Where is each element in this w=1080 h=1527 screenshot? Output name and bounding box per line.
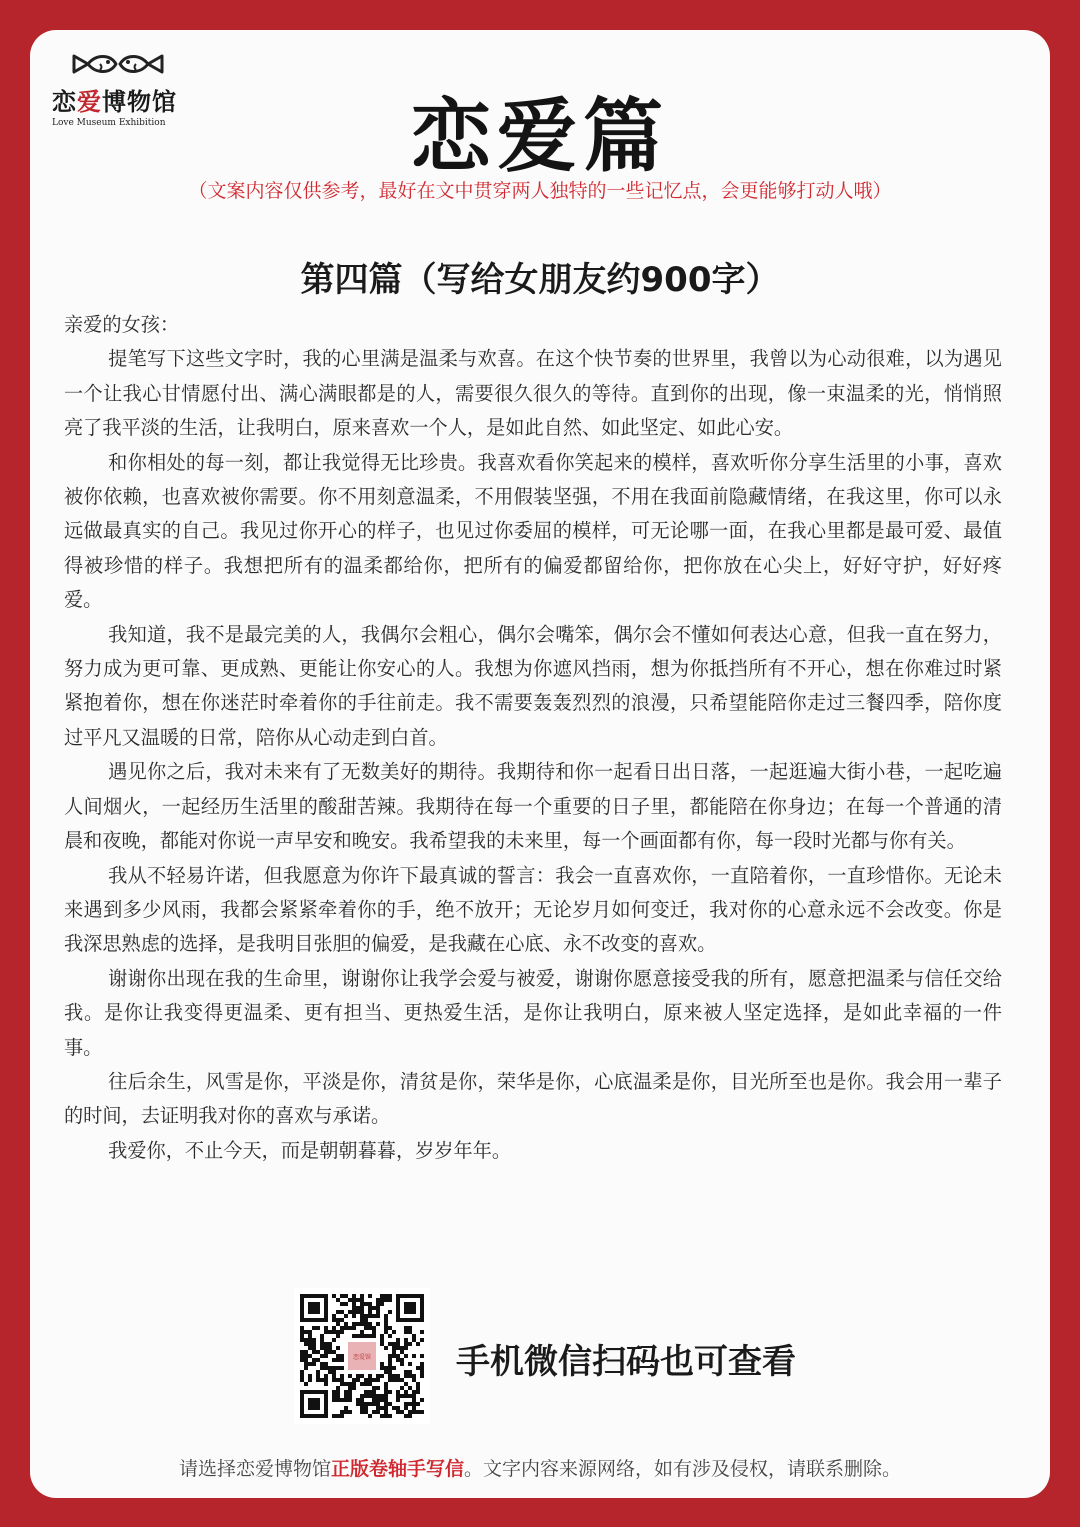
footer-highlight-link[interactable]: 正版卷轴手写信	[330, 1458, 464, 1480]
qr-label: 手机微信扫码也可查看	[456, 1342, 796, 1382]
qr-center-logo: 恋爱馆	[352, 1353, 372, 1361]
qr-code-icon	[300, 1294, 424, 1418]
letter-paragraph: 我知道，我不是最完美的人，我偶尔会粗心，偶尔会嘴笨，偶尔会不懂如何表达心意，但我一直在努力，努力成为更可靠、更成熟、更能让你安心的人。我想为你遮风挡雨，想为你抵挡所有不开心，想在你难过时紧紧抱着你，想在你迷茫时牵着你的手往前走。我不需要轰轰烈烈的浪漫，只希望能陪你走过三餐四季，陪你度过平凡又温暖的日常，陪你从心动走到白首。	[64, 622, 1002, 749]
letter-greeting: 亲爱的女孩：	[64, 313, 180, 336]
fish-logo-icon	[70, 50, 166, 78]
letter-paragraph: 遇见你之后，我对未来有了无数美好的期待。我期待和你一起看日出日落，一起逛遍大街小巷，一起吃遍人间烟火，一起经历生活里的酸甜苦辣。我期待在每一个重要的日子里，都能陪在你身边；在每一个普通的清晨和夜晚，都能对你说一声早安和晚安。我希望我的未来里，每一个画面都有你，每一段时光都与你有关。	[64, 760, 1002, 853]
letter-paragraph: 我爱你，不止今天，而是朝朝暮暮，岁岁年年。	[108, 1138, 512, 1162]
footer-note	[30, 1454, 1050, 1481]
section-title: 第四篇（写给女朋友约900字）	[300, 260, 780, 300]
brand-name-en: Love Museum Exhibition	[52, 118, 166, 128]
footer-prefix: 请选择恋爱博物馆	[178, 1458, 331, 1480]
letter-paragraph: 提笔写下这些文字时，我的心里满是温柔与欢喜。在这个快节奏的世界里，我曾以为心动很难，以为遇见一个让我心甘情愿付出、满心满眼都是的人，需要很久很久的等待。直到你的出现，像一束温柔的光，悄悄照亮了我平淡的生活，让我明白，原来喜欢一个人，是如此自然、如此坚定、如此心安。	[64, 347, 1002, 440]
footer-suffix: 。文字内容来源网络，如有涉及侵权，请联系删除。	[464, 1458, 902, 1480]
letter-card	[30, 30, 1050, 1498]
page-subtitle: （文案内容仅供参考，最好在文中贯穿两人独特的一些记忆点，会更能够打动人哦）	[188, 180, 892, 202]
qr-code[interactable]	[294, 1288, 430, 1424]
letter-paragraph: 我从不轻易许诺，但我愿意为你许下最真诚的誓言：我会一直喜欢你，一直陪着你，一直珍惜你。无论未来遇到多少风雨，我都会紧紧牵着你的手，绝不放开；无论岁月如何变迁，我对你的心意永远不会改变。你是我深思熟虑的选择，是我明目张胆的偏爱，是我藏在心底、永不改变的喜欢。	[64, 863, 1002, 956]
letter-paragraph: 谢谢你出现在我的生命里，谢谢你让我学会爱与被爱，谢谢你愿意接受我的所有，愿意把温柔与信任交给我。是你让我变得更温柔、更有担当、更热爱生活，是你让我明白，原来被人坚定选择，是如此幸福的一件事。	[64, 966, 1002, 1059]
brand-name: 恋爱博物馆	[52, 87, 177, 116]
letter-paragraph: 往后余生，风雪是你，平淡是你，清贫是你，荣华是你，心底温柔是你，目光所至也是你。我会用一辈子的时间，去证明我对你的喜欢与承诺。	[64, 1069, 1002, 1128]
letter-paragraph: 和你相处的每一刻，都让我觉得无比珍贵。我喜欢看你笑起来的模样，喜欢听你分享生活里的小事，喜欢被你依赖，也喜欢被你需要。你不用刻意温柔，不用假装坚强，不用在我面前隐藏情绪，在我这里，你可以永远做最真实的自己。我见过你开心的样子，也见过你委屈的模样，可无论哪一面，在我心里都是最可爱、最值得被珍惜的样子。我想把所有的温柔都给你，把所有的偏爱都留给你，把你放在心尖上，好好守护，好好疼爱。	[64, 450, 1002, 612]
page-title: 恋爱篇	[411, 89, 669, 183]
letter-body	[64, 308, 1002, 1168]
